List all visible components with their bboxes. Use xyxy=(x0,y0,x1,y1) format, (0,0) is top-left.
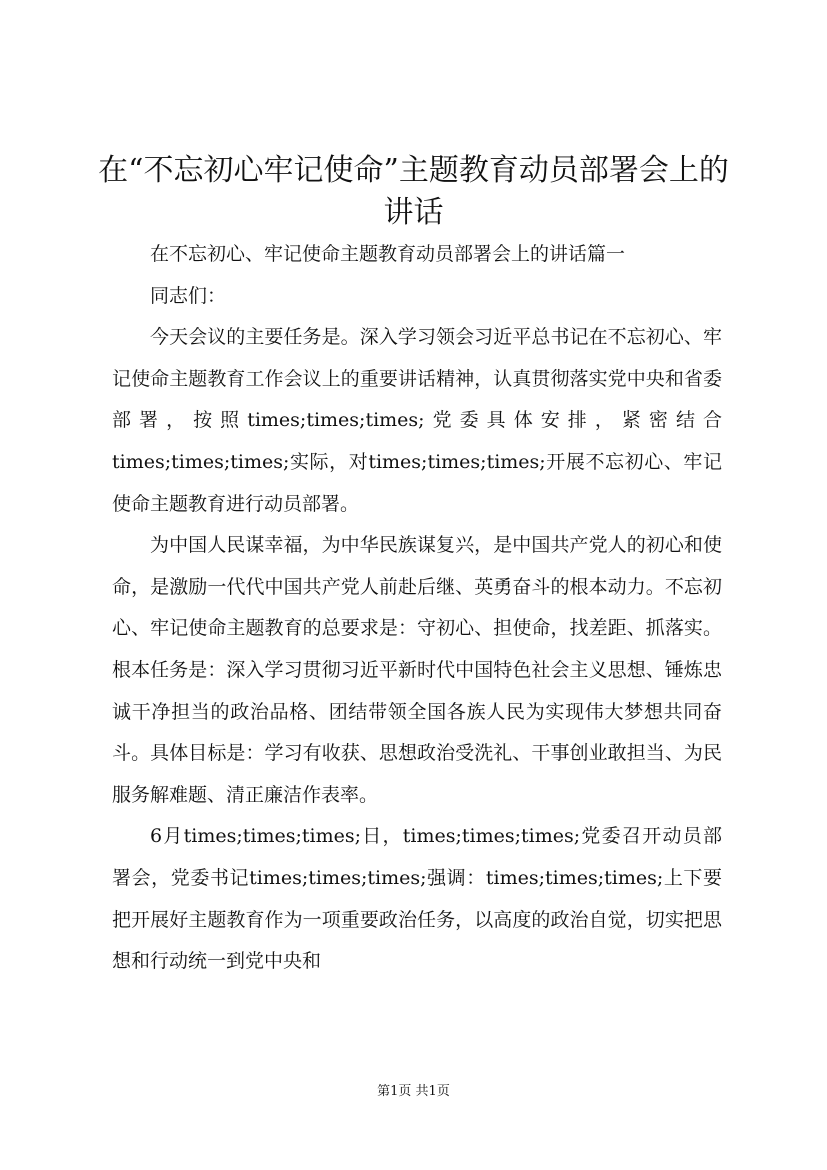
paragraph-meeting-task: 今天会议的主要任务是。深入学习领会习近平总书记在不忘初心、牢记使命主题教育工作会议上的重要讲话精神，认真贯彻落实党中央和省委部署，按照times;times;times;党委具体安排，紧密结合times;times;times;实际，对times;times;times;开展不忘初心、牢记使命主题教育进行动员部署。 xyxy=(112,326,722,515)
page-number-footer: 第1页 共1页 xyxy=(377,1084,450,1099)
paragraph-june-meeting: 6月times;times;times;日，times;times;times;党委召开动员部署会，党委书记times;times;times;强调：times;times;times;上下要把开展好主题教育作为一项重要政治任务，以高度的政治自觉，切实把思想和行动统一到党中央和 xyxy=(112,825,722,973)
paragraph-subtitle: 在不忘初心、牢记使命主题教育动员部署会上的讲话篇一 xyxy=(150,243,626,265)
document-title: 在“不忘初心牢记使命”主题教育动员部署会上的讲话 xyxy=(98,153,729,230)
paragraph-mission: 为中国人民谋幸福，为中华民族谋复兴，是中国共产党人的初心和使命，是激励一代代中国共产党人前赴后继、英勇奋斗的根本动力。不忘初心、牢记使命主题教育的总要求是：守初心、担使命，找差距、抓落实。根本任务是：深入学习贯彻习近平新时代中国特色社会主义思想、锤炼忠诚干净担当的政治品格、团结带领全国各族人民为实现伟大梦想共同奋斗。具体目标是：学习有收获、思想政治受洗礼、干事创业敢担当、为民服务解难题、清正廉洁作表率。 xyxy=(112,534,722,806)
paragraph-salutation: 同志们： xyxy=(150,284,227,307)
document-body xyxy=(112,234,722,983)
